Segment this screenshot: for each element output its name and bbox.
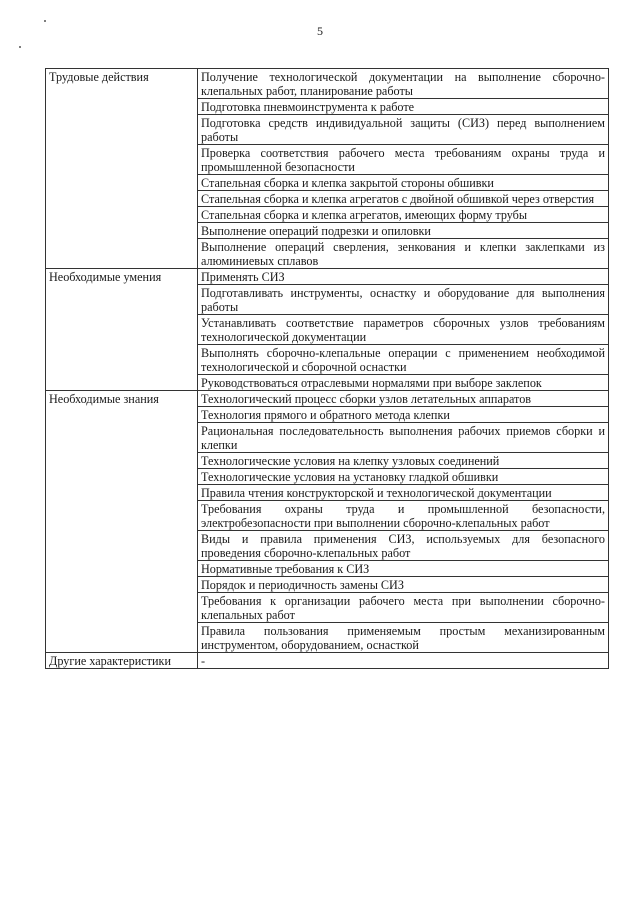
section-label: Необходимые умения (46, 269, 198, 391)
section-item: Получение технологической документации на выполнение сборочно-клепальных работ, планирование работы (198, 69, 609, 99)
page-number: 5 (317, 24, 323, 38)
qualification-table (45, 68, 609, 669)
section-label: Другие характеристики (46, 653, 198, 669)
table-row (46, 391, 609, 407)
section-item: Технология прямого и обратного метода клепки (198, 407, 609, 423)
section-item: Проверка соответствия рабочего места требованиям охраны труда и промышленной безопасности (198, 145, 609, 175)
table-row (46, 69, 609, 99)
section-item: - (198, 653, 609, 669)
section-item: Рациональная последовательность выполнения рабочих приемов сборки и клепки (198, 423, 609, 453)
section-item: Требования к организации рабочего места при выполнении сборочно-клепальных работ (198, 593, 609, 623)
section-label: Трудовые действия (46, 69, 198, 269)
section-label: Необходимые знания (46, 391, 198, 653)
scan-speck (44, 20, 46, 22)
table-row (46, 653, 609, 669)
section-item: Стапельная сборка и клепка закрытой стороны обшивки (198, 175, 609, 191)
section-item: Технологические условия на клепку узловых соединений (198, 453, 609, 469)
section-item: Выполнять сборочно-клепальные операции с применением необходимой технологической и сборочной оснастки (198, 345, 609, 375)
section-item: Подготавливать инструменты, оснастку и оборудование для выполнения работы (198, 285, 609, 315)
section-item: Подготовка средств индивидуальной защиты (СИЗ) перед выполнением работы (198, 115, 609, 145)
section-item: Выполнение операций сверления, зенкования и клепки заклепками из алюминиевых сплавов (198, 239, 609, 269)
section-item: Технологический процесс сборки узлов летательных аппаратов (198, 391, 609, 407)
scan-speck (19, 46, 21, 48)
section-item: Правила чтения конструкторской и технологической документации (198, 485, 609, 501)
section-item: Применять СИЗ (198, 269, 609, 285)
section-item: Подготовка пневмоинструмента к работе (198, 99, 609, 115)
section-item: Правила пользования применяемым простым механизированным инструментом, оборудованием, оснасткой (198, 623, 609, 653)
section-item: Стапельная сборка и клепка агрегатов, имеющих форму трубы (198, 207, 609, 223)
section-item: Требования охраны труда и промышленной безопасности, электробезопасности при выполнении сборочно-клепальных работ (198, 501, 609, 531)
section-item: Виды и правила применения СИЗ, используемых для безопасного проведения сборочно-клепальных работ (198, 531, 609, 561)
section-item: Руководствоваться отраслевыми нормалями при выборе заклепок (198, 375, 609, 391)
table-row (46, 269, 609, 285)
section-item: Выполнение операций подрезки и опиловки (198, 223, 609, 239)
section-item: Технологические условия на установку гладкой обшивки (198, 469, 609, 485)
section-item: Нормативные требования к СИЗ (198, 561, 609, 577)
section-item: Устанавливать соответствие параметров сборочных узлов требованиям технологической документации (198, 315, 609, 345)
section-item: Стапельная сборка и клепка агрегатов с двойной обшивкой через отверстия (198, 191, 609, 207)
section-item: Порядок и периодичность замены СИЗ (198, 577, 609, 593)
